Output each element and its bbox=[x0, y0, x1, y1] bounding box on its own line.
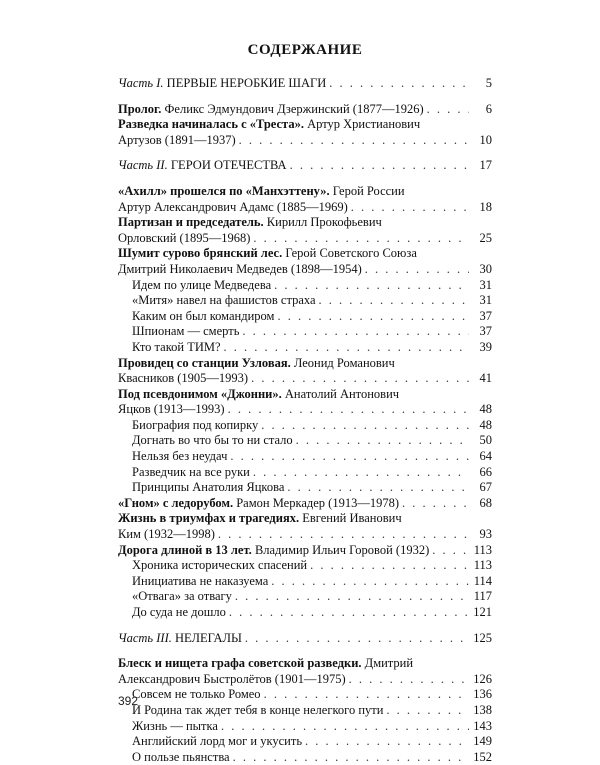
leader-dots bbox=[386, 703, 469, 719]
toc-page-number: 25 bbox=[479, 230, 492, 245]
leader-dots bbox=[233, 750, 469, 765]
toc-subentry bbox=[118, 465, 492, 481]
toc-subentry bbox=[118, 734, 492, 750]
toc-page-number: 48 bbox=[479, 402, 492, 417]
toc-entry-text bbox=[132, 703, 383, 719]
leader-dots bbox=[427, 102, 469, 118]
toc-entry-plain: Инициатива не наказуема bbox=[132, 573, 269, 588]
toc-entry-plain: Рамон Меркадер (1913—1978) bbox=[233, 495, 399, 510]
leader-dots bbox=[228, 402, 469, 418]
toc-entry bbox=[118, 262, 492, 278]
toc-entry-plain: Герой Советского Союза bbox=[282, 246, 417, 261]
toc-entry bbox=[118, 215, 492, 231]
toc-subentry bbox=[118, 480, 492, 496]
toc-page-number: 149 bbox=[473, 734, 492, 749]
toc-entry-plain: До суда не дошло bbox=[132, 605, 226, 619]
toc-page-number: 67 bbox=[479, 480, 492, 495]
toc-entry-plain: «Митя» навел на фашистов страха bbox=[132, 293, 316, 308]
toc-subentry bbox=[118, 589, 492, 605]
toc-entry-bold: Разведка начиналась с «Треста». bbox=[118, 117, 304, 132]
toc-entry-plain: Феликс Эдмундович Дзержинский (1877—1926) bbox=[161, 101, 424, 116]
toc-entry-bold: Шумит сурово брянский лес. bbox=[118, 246, 283, 261]
toc-entry-text bbox=[132, 605, 226, 621]
toc-entry bbox=[118, 356, 492, 372]
leader-dots bbox=[218, 527, 469, 543]
section-gap bbox=[118, 174, 492, 184]
section-gap bbox=[118, 646, 492, 656]
leader-dots bbox=[221, 719, 469, 735]
toc-entry-text bbox=[118, 117, 420, 133]
leader-dots bbox=[230, 449, 469, 465]
toc-entry-plain: Герой России bbox=[329, 183, 405, 198]
toc-entry-plain: Яцков (1913—1993) bbox=[118, 402, 225, 417]
toc-page-number: 125 bbox=[473, 630, 492, 645]
page-title: СОДЕРЖАНИЕ bbox=[247, 42, 363, 58]
toc-entry bbox=[118, 543, 492, 559]
section-gap bbox=[118, 148, 492, 158]
toc-entry bbox=[118, 231, 492, 247]
toc-subentry bbox=[118, 293, 492, 309]
toc-entry-plain: О пользе пьянства bbox=[132, 749, 230, 764]
toc-page-number: 37 bbox=[479, 324, 492, 339]
toc-subentry bbox=[118, 605, 492, 621]
toc-page-number: 50 bbox=[479, 433, 492, 448]
section-gap bbox=[118, 92, 492, 102]
toc-entry-text bbox=[118, 262, 362, 278]
toc-entry-plain: Евгений Иванович bbox=[299, 511, 402, 526]
toc-entry-text bbox=[132, 750, 230, 765]
part-heading bbox=[118, 158, 492, 174]
toc-entry-text bbox=[118, 133, 236, 149]
toc-subentry bbox=[118, 433, 492, 449]
toc-entry-plain: Биография под копирку bbox=[132, 417, 259, 432]
toc-subentry bbox=[118, 449, 492, 465]
part-name: НЕЛЕГАЛЫ bbox=[175, 630, 242, 645]
toc-page-number: 37 bbox=[479, 308, 492, 323]
leader-dots bbox=[271, 574, 469, 590]
leader-dots bbox=[310, 558, 469, 574]
table-of-contents bbox=[118, 76, 492, 765]
toc-entry bbox=[118, 200, 492, 216]
leader-dots bbox=[432, 543, 469, 559]
leader-dots bbox=[224, 340, 469, 356]
part-label: Часть II. bbox=[118, 158, 168, 173]
part-label: Часть I. bbox=[118, 76, 164, 90]
toc-entry-plain: Кто такой ТИМ? bbox=[132, 339, 221, 354]
toc-entry bbox=[118, 656, 492, 672]
toc-entry-text bbox=[132, 687, 261, 703]
leader-dots bbox=[242, 324, 469, 340]
toc-entry-plain: Английский лорд мог и укусить bbox=[132, 734, 303, 749]
toc-entry-bold: Блеск и нищета графа советской разведки. bbox=[118, 656, 362, 671]
toc-entry-text bbox=[118, 231, 250, 247]
leader-dots bbox=[329, 76, 469, 92]
leader-dots bbox=[287, 480, 469, 496]
leader-dots bbox=[349, 672, 469, 688]
toc-entry-plain: Каким он был командиром bbox=[132, 308, 275, 323]
toc-subentry bbox=[118, 750, 492, 765]
toc-page-number: 6 bbox=[485, 101, 492, 116]
leader-dots bbox=[229, 605, 469, 621]
toc-entry-text bbox=[132, 480, 284, 496]
toc-entry-text bbox=[132, 719, 218, 735]
toc-entry-text bbox=[132, 734, 302, 750]
toc-entry-plain: Кирилл Прокофьевич bbox=[263, 215, 382, 230]
toc-entry-text bbox=[132, 278, 271, 294]
leader-dots bbox=[253, 465, 469, 481]
toc-entry-plain: Принципы Анатолия Яцкова bbox=[132, 480, 285, 495]
toc-subentry bbox=[118, 703, 492, 719]
toc-entry-text bbox=[118, 402, 225, 418]
toc-page-number: 117 bbox=[473, 589, 492, 604]
toc-subentry bbox=[118, 687, 492, 703]
toc-entry bbox=[118, 184, 492, 200]
toc-entry-text bbox=[118, 184, 405, 200]
toc-entry-text bbox=[118, 102, 424, 118]
part-name: ГЕРОИ ОТЕЧЕСТВА bbox=[170, 158, 287, 173]
toc-page-number: 66 bbox=[479, 464, 492, 479]
toc-page-number: 152 bbox=[473, 749, 492, 764]
leader-dots bbox=[277, 309, 469, 325]
toc-entry-plain: Догнать во что бы то ни стало bbox=[132, 433, 293, 448]
toc-subentry bbox=[118, 309, 492, 325]
toc-entry-text bbox=[132, 558, 307, 574]
toc-page-number: 41 bbox=[479, 371, 492, 386]
leader-dots bbox=[274, 278, 469, 294]
toc-entry-plain: Дмитрий bbox=[361, 656, 414, 671]
toc-entry-text bbox=[118, 200, 348, 216]
toc-page-number: 31 bbox=[479, 293, 492, 308]
part-name: ПЕРВЫЕ НЕРОБКИЕ ШАГИ bbox=[166, 76, 327, 90]
toc-page-number: 64 bbox=[479, 449, 492, 464]
part-heading bbox=[118, 76, 492, 92]
leader-dots bbox=[351, 200, 469, 216]
toc-entry-plain: Дмитрий Николаевич Медведев (1898—1954) bbox=[118, 261, 362, 276]
leader-dots bbox=[402, 496, 469, 512]
toc-entry bbox=[118, 511, 492, 527]
leader-dots bbox=[245, 631, 469, 647]
toc-entry-text bbox=[132, 309, 274, 325]
toc-page-number: 113 bbox=[473, 558, 492, 573]
leader-dots bbox=[290, 158, 469, 174]
toc-page-number: 136 bbox=[473, 687, 492, 702]
toc-entry-text bbox=[118, 527, 215, 543]
leader-dots bbox=[305, 734, 469, 750]
leader-dots bbox=[239, 133, 469, 149]
toc-entry-text bbox=[118, 387, 399, 403]
leader-dots bbox=[261, 418, 469, 434]
toc-page-number: 143 bbox=[473, 718, 492, 733]
toc-entry bbox=[118, 246, 492, 262]
toc-entry-plain: Владимир Ильич Горовой (1932) bbox=[251, 542, 430, 557]
leader-dots bbox=[365, 262, 469, 278]
toc-entry bbox=[118, 133, 492, 149]
part-title bbox=[118, 76, 326, 92]
part-heading bbox=[118, 631, 492, 647]
toc-entry-plain: Шпионам — смерть bbox=[132, 324, 240, 339]
toc-page-number: 93 bbox=[479, 527, 492, 542]
toc-entry-text bbox=[132, 293, 316, 309]
toc-entry-plain: Ким (1932—1998) bbox=[118, 527, 215, 542]
part-title bbox=[118, 158, 287, 174]
toc-entry-bold: Под псевдонимом «Джонни». bbox=[118, 386, 282, 401]
toc-subentry bbox=[118, 278, 492, 294]
toc-entry-text bbox=[132, 589, 232, 605]
toc-entry-text bbox=[118, 672, 346, 688]
toc-entry bbox=[118, 102, 492, 118]
toc-subentry bbox=[118, 324, 492, 340]
toc-entry bbox=[118, 402, 492, 418]
toc-entry-plain: Артур Христианович bbox=[303, 117, 421, 132]
toc-page-number: 113 bbox=[473, 542, 492, 557]
leader-dots bbox=[319, 293, 470, 309]
toc-entry-bold: Пролог. bbox=[118, 101, 162, 116]
toc-entry-plain: Идем по улице Медведева bbox=[132, 277, 272, 292]
toc-entry-text bbox=[118, 511, 402, 527]
part-title bbox=[118, 631, 242, 647]
toc-entry bbox=[118, 527, 492, 543]
toc-entry-text bbox=[132, 465, 250, 481]
toc-entry-plain: Разведчик на все руки bbox=[132, 464, 250, 479]
toc-entry-bold: Дорога длиной в 13 лет. bbox=[118, 542, 252, 557]
toc-page-number: 48 bbox=[479, 417, 492, 432]
leader-dots bbox=[235, 589, 469, 605]
toc-entry-plain: Александрович Быстролётов (1901—1975) bbox=[118, 671, 346, 686]
toc-entry-bold: Провидец со станции Узловая. bbox=[118, 355, 291, 370]
toc-entry-plain: «Отвага» за отвагу bbox=[132, 589, 232, 604]
toc-entry bbox=[118, 672, 492, 688]
toc-entry-text bbox=[118, 246, 417, 262]
toc-page-number: 31 bbox=[479, 277, 492, 292]
toc-entry-text bbox=[118, 656, 413, 672]
toc-subentry bbox=[118, 574, 492, 590]
toc-entry-text bbox=[132, 324, 239, 340]
toc-entry-text bbox=[118, 371, 248, 387]
toc-subentry bbox=[118, 418, 492, 434]
toc-page-number: 121 bbox=[473, 605, 492, 619]
leader-dots bbox=[253, 231, 469, 247]
toc-page-number: 10 bbox=[479, 132, 492, 147]
toc-page bbox=[118, 40, 492, 765]
toc-page-number: 30 bbox=[479, 261, 492, 276]
toc-entry-plain: Нельзя без неудач bbox=[132, 449, 228, 464]
toc-entry-bold: «Ахилл» прошелся по «Манхэттену». bbox=[118, 183, 330, 198]
toc-page-number: 138 bbox=[473, 702, 492, 717]
toc-entry-bold: «Гном» с ледорубом. bbox=[118, 495, 234, 510]
toc-page-number: 126 bbox=[473, 671, 492, 686]
toc-subentry bbox=[118, 558, 492, 574]
toc-entry-bold: Партизан и председатель. bbox=[118, 215, 264, 230]
toc-page-number: 5 bbox=[485, 76, 492, 90]
section-gap bbox=[118, 621, 492, 631]
toc-entry bbox=[118, 387, 492, 403]
toc-page-number: 18 bbox=[479, 199, 492, 214]
toc-entry-plain: Жизнь — пытка bbox=[132, 718, 218, 733]
leader-dots bbox=[264, 687, 469, 703]
toc-subentry bbox=[118, 719, 492, 735]
page-number: 392 bbox=[118, 694, 139, 708]
part-label: Часть III. bbox=[118, 630, 172, 645]
toc-entry-text bbox=[132, 449, 227, 465]
toc-subentry bbox=[118, 340, 492, 356]
toc-entry-text bbox=[118, 496, 399, 512]
toc-entry-text bbox=[132, 340, 221, 356]
toc-entry-text bbox=[118, 356, 395, 372]
toc-entry-plain: Артур Александрович Адамс (1885—1969) bbox=[118, 199, 348, 214]
toc-entry bbox=[118, 371, 492, 387]
toc-entry-bold: Жизнь в триумфах и трагедиях. bbox=[118, 511, 300, 526]
toc-page-number: 39 bbox=[479, 339, 492, 354]
toc-page-number: 17 bbox=[479, 158, 492, 173]
toc-entry-plain: Орловский (1895—1968) bbox=[118, 230, 251, 245]
toc-entry-text bbox=[132, 418, 258, 434]
toc-entry-plain: Квасников (1905—1993) bbox=[118, 371, 249, 386]
leader-dots bbox=[251, 371, 469, 387]
toc-page-number: 68 bbox=[479, 495, 492, 510]
toc-entry-plain: И Родина так ждет тебя в конце нелегкого пути bbox=[132, 702, 384, 717]
toc-entry-plain: Анатолий Антонович bbox=[281, 386, 400, 401]
toc-entry bbox=[118, 496, 492, 512]
toc-entry-text bbox=[132, 574, 268, 590]
toc-entry-text bbox=[132, 433, 293, 449]
toc-entry-text bbox=[118, 215, 382, 231]
toc-page-number: 114 bbox=[473, 573, 492, 588]
toc-entry-text bbox=[118, 543, 429, 559]
toc-entry bbox=[118, 117, 492, 133]
leader-dots bbox=[296, 433, 469, 449]
toc-entry-plain: Совсем не только Ромео bbox=[132, 687, 261, 702]
toc-entry-plain: Артузов (1891—1937) bbox=[118, 132, 236, 147]
toc-entry-plain: Леонид Романович bbox=[290, 355, 395, 370]
toc-entry-plain: Хроника исторических спасений bbox=[132, 558, 308, 573]
